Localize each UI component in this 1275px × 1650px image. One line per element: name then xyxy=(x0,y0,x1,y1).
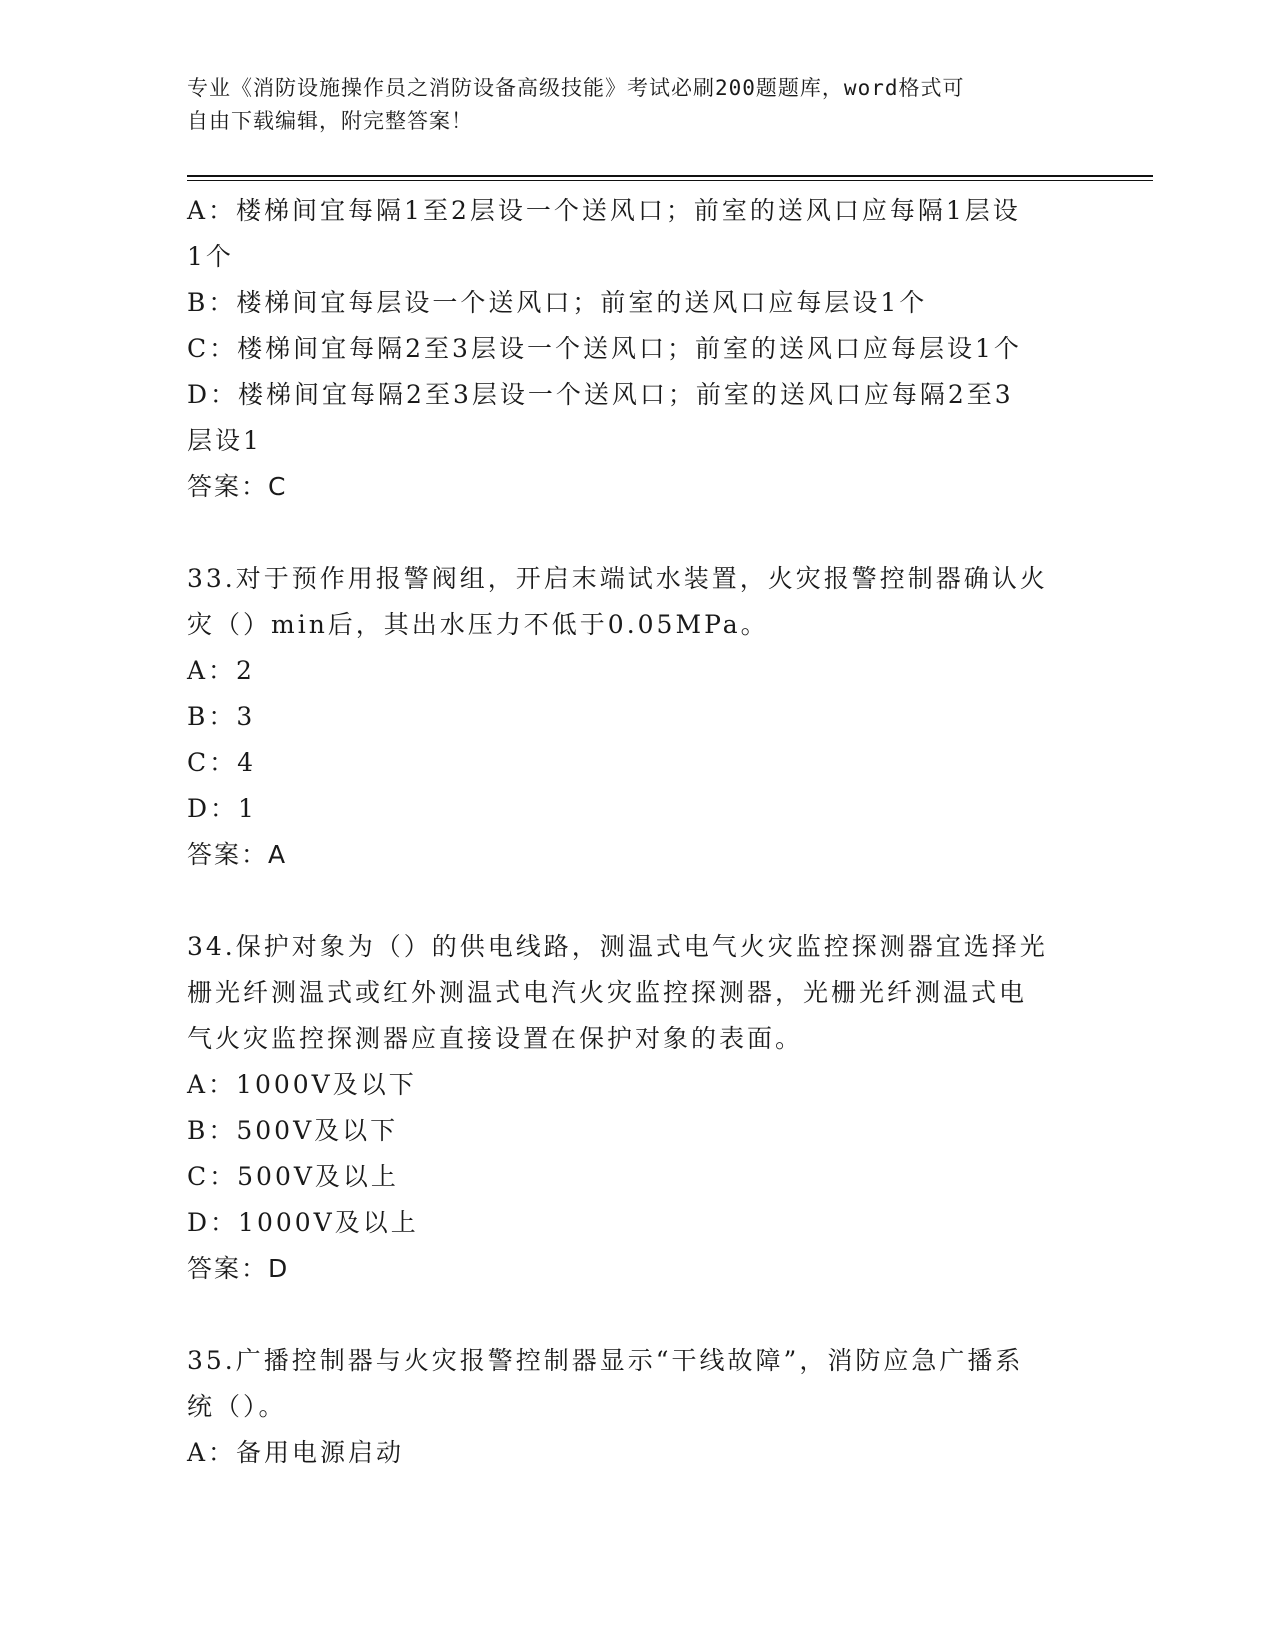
q32-option-d-line-2: 层设1 xyxy=(187,426,262,455)
question-33-block xyxy=(187,556,1067,878)
q35-stem-line-1: 35.广播控制器与火灾报警控制器显示“干线故障”，消防应急广播系 xyxy=(187,1346,1024,1375)
question-spacer xyxy=(187,878,1067,924)
q34-option-a: A：1000V及以下 xyxy=(187,1070,417,1099)
q34-option-d: D：1000V及以上 xyxy=(187,1208,419,1237)
header-line-1: 专业《消防设施操作员之消防设备高级技能》考试必刷200题题库，word格式可 xyxy=(187,76,965,100)
question-spacer xyxy=(187,510,1067,556)
q32-option-b: B：楼梯间宜每层设一个送风口；前室的送风口应每层设1个 xyxy=(187,288,928,317)
q35-stem-line-2: 统（）。 xyxy=(187,1392,287,1421)
q33-option-a: A：2 xyxy=(187,656,255,685)
header-line-2: 自由下载编辑，附完整答案！ xyxy=(187,109,473,133)
q33-stem-line-1: 33.对于预作用报警阀组，开启末端试水装置，火灾报警控制器确认火 xyxy=(187,564,1048,593)
q32-answer: 答案：C xyxy=(187,472,288,501)
question-spacer xyxy=(187,1292,1067,1338)
header-divider-thin xyxy=(187,180,1153,181)
q34-option-b: B：500V及以下 xyxy=(187,1116,399,1145)
q34-stem-line-1: 34.保护对象为（）的供电线路，测温式电气火灾监控探测器宜选择光 xyxy=(187,932,1048,961)
q32-option-d-line-1: D：楼梯间宜每隔2至3层设一个送风口；前室的送风口应每隔2至3 xyxy=(187,380,1014,409)
q32-option-a-line-1: A：楼梯间宜每隔1至2层设一个送风口；前室的送风口应每隔1层设 xyxy=(187,196,1021,225)
q32-option-c: C：楼梯间宜每隔2至3层设一个送风口；前室的送风口应每层设1个 xyxy=(187,334,1022,363)
q32-option-a-line-2: 1个 xyxy=(187,242,234,271)
q33-answer: 答案：A xyxy=(187,840,288,869)
q33-option-d: D：1 xyxy=(187,794,257,823)
document-header xyxy=(187,72,1067,138)
q34-stem-line-2: 栅光纤测温式或红外测温式电汽火灾监控探测器，光栅光纤测温式电 xyxy=(187,978,1028,1007)
q33-option-c: C：4 xyxy=(187,748,257,777)
q33-option-b: B：3 xyxy=(187,702,256,731)
header-divider-thick xyxy=(187,175,1153,177)
q34-option-c: C：500V及以上 xyxy=(187,1162,399,1191)
question-34-block xyxy=(187,924,1067,1292)
question-content xyxy=(187,188,1067,1476)
q34-stem-line-3: 气火灾监控探测器应直接设置在保护对象的表面。 xyxy=(187,1024,804,1053)
question-35-block xyxy=(187,1338,1067,1476)
q33-stem-line-2: 灾（）min后，其出水压力不低于0.05MPa。 xyxy=(187,610,769,639)
q35-option-a: A：备用电源启动 xyxy=(187,1438,405,1467)
q34-answer: 答案：D xyxy=(187,1254,290,1283)
question-32-block xyxy=(187,188,1067,510)
